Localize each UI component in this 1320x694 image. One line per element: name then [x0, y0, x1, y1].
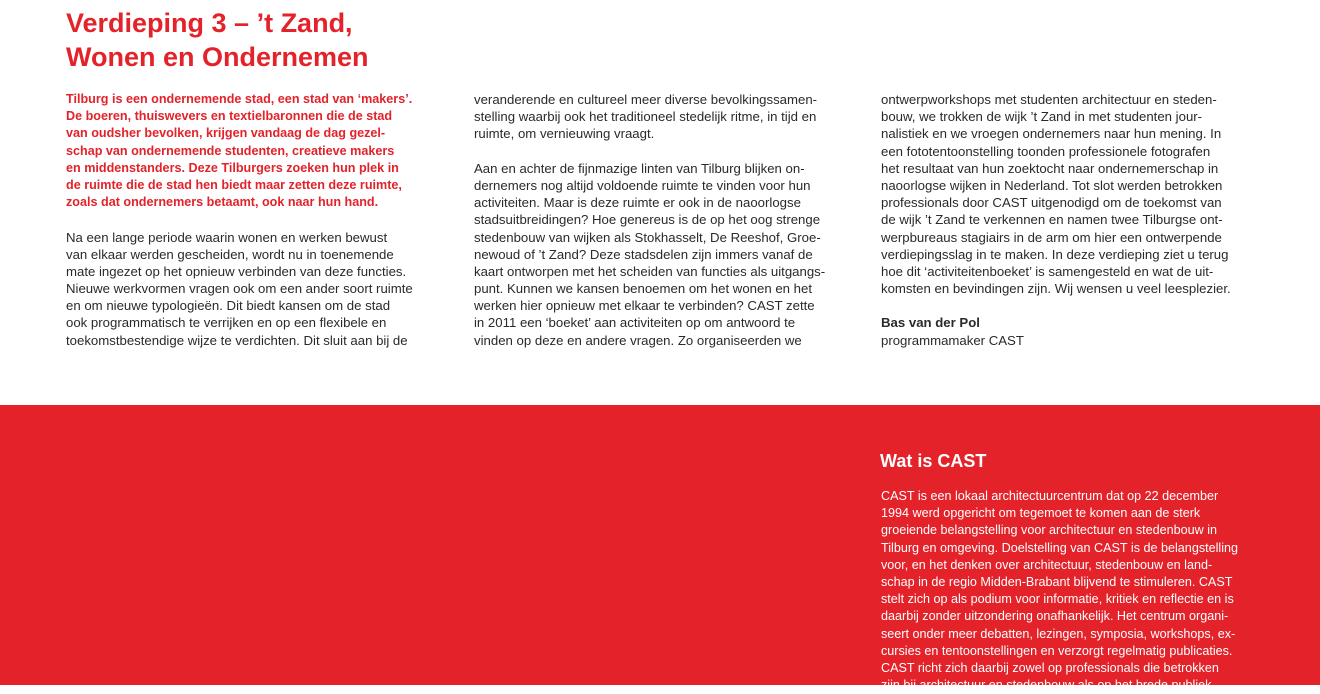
body-line: ruimte, om vernieuwing vraagt.	[474, 126, 655, 142]
text-column-1	[66, 91, 456, 349]
body-line: werpbureaus stagiairs in de arm om hier een ontwerpende	[881, 229, 1222, 245]
signature	[881, 314, 1271, 348]
cast-line: stelt zich op als podium voor informatie, kritiek en reflectie en is	[881, 592, 1234, 607]
body-line: vinden op deze en andere vragen. Zo organiseerden we	[474, 332, 802, 348]
cast-line: voor, en het denken over architectuur, stedenbouw en land-	[881, 557, 1213, 572]
cast-line: schap in de regio Midden-Brabant blijvend te stimuleren. CAST	[881, 574, 1233, 589]
body-line: stedenbouw van wijken als Stokhasselt, De Reeshof, Groe-	[474, 229, 821, 245]
body-line: ook programmatisch te verrijken en op een flexibele en	[66, 315, 387, 331]
body-paragraph	[66, 229, 456, 349]
cast-line: 1994 werd opgericht om tegemoet te komen aan de sterk	[881, 506, 1201, 521]
body-line: activiteiten. Maar is deze ruimte er ook in de naoorlogse	[474, 195, 801, 211]
body-line: bouw, we trokken de wijk ’t Zand in met studenten jour-	[881, 109, 1203, 125]
intro-paragraph	[66, 91, 456, 211]
signature-role: programmamaker CAST	[881, 332, 1024, 348]
body-paragraph	[474, 91, 864, 143]
body-line: in 2011 een ‘boeket’ aan activiteiten op om antwoord te	[474, 315, 796, 331]
body-line: en om nieuwe typologieën. Dit biedt kansen om de stad	[66, 298, 391, 314]
body-line: nalistiek en we vroegen ondernemers naar hun mening. In	[881, 126, 1222, 142]
paragraph-gap	[66, 211, 456, 228]
intro-line: Tilburg is een ondernemende stad, een stad van ‘makers’.	[66, 92, 413, 106]
body-line: het resultaat van hun zoektocht naar ondernemerschap in	[881, 160, 1219, 176]
text-column-2	[474, 91, 864, 349]
cast-info-panel	[0, 405, 1320, 693]
body-line: kaart ontworpen met het scheiden van functies als uitgangs-	[474, 263, 826, 279]
body-line: punt. Kunnen we kansen benoemen om het wonen en het	[474, 281, 812, 297]
intro-line: van oudsher bevolken, krijgen vandaag de dag gezel-	[66, 126, 386, 141]
body-line: hoe dit ‘activiteitenboeket’ is samengesteld en wat de uit-	[881, 263, 1214, 279]
cast-line: CAST is een lokaal architectuurcentrum dat op 22 december	[881, 489, 1219, 503]
body-paragraph	[474, 160, 864, 349]
body-line: de wijk ’t Zand te verkennen en namen twee Tilburgse ont-	[881, 212, 1223, 228]
cast-line: daarbij zonder uitzondering onafhankelijk. Het centrum organi-	[881, 609, 1229, 624]
intro-line: zoals dat ondernemers betaamt, ook naar hun hand.	[66, 195, 379, 210]
cast-line: groeiende belangstelling voor architectuur en stedenbouw in	[881, 523, 1218, 538]
page-title	[66, 6, 486, 74]
cast-line: Tilburg en omgeving. Doelstelling van CAST is de belangstelling	[881, 540, 1239, 555]
body-line: Aan en achter de fijnmazige linten van Tilburg blijken on-	[474, 160, 805, 176]
body-paragraph	[881, 91, 1271, 297]
body-line: verdiepingsslag in te maken. In deze verdieping ziet u terug	[881, 246, 1229, 262]
title-line-2: Wonen en Ondernemen	[66, 42, 369, 72]
body-line: dernemers nog altijd voldoende ruimte te vinden voor hun	[474, 177, 811, 193]
body-line: stadsuitbreidingen? Hoe genereus is de op het oog strenge	[474, 212, 821, 228]
text-column-3	[881, 91, 1271, 349]
cast-line: zijn bij architectuur en stedenbouw als op het brede publiek.	[881, 678, 1215, 693]
cast-line: cursies en tentoonstellingen en verzorgt regelmatig publicaties.	[881, 643, 1233, 658]
title-line-1: Verdieping 3 – ’t Zand,	[66, 8, 353, 38]
body-line: mate ingezet op het opnieuw verbinden van deze functies.	[66, 263, 407, 279]
body-line: van elkaar werden gescheiden, wordt nu in toenemende	[66, 246, 394, 262]
body-line: newoud of ’t Zand? Deze stadsdelen zijn immers vanaf de	[474, 246, 813, 262]
cast-line: CAST richt zich daarbij zowel op professionals die betrokken	[881, 660, 1219, 675]
cast-line: seert onder meer debatten, lezingen, symposia, workshops, ex-	[881, 626, 1236, 641]
body-line: Nieuwe werkvormen vragen ook om een ander soort ruimte	[66, 281, 413, 297]
body-line: stelling waarbij ook het traditioneel stedelijk ritme, in tijd en	[474, 109, 817, 125]
paragraph-gap	[474, 143, 864, 160]
body-line: veranderende en cultureel meer diverse bevolkingssamen-	[474, 92, 818, 107]
body-line: Na een lange periode waarin wonen en werken bewust	[66, 229, 388, 245]
intro-line: en middenstanders. Deze Tilburgers zoeken hun plek in	[66, 160, 399, 175]
body-line: naoorlogse wijken in Nederland. Tot slot werden betrokken	[881, 177, 1223, 193]
body-line: professionals door CAST uitgenodigd om de toekomst van	[881, 195, 1222, 211]
intro-line: de ruimte die de stad hen biedt maar zetten deze ruimte,	[66, 177, 402, 192]
body-line: komsten en bevindingen zijn. Wij wensen u veel leesplezier.	[881, 281, 1231, 297]
cast-heading: Wat is CAST	[880, 451, 987, 471]
body-line: toekomstbestendige wijze te verdichten. Dit sluit aan bij de	[66, 332, 408, 348]
cast-description	[881, 488, 1281, 694]
body-line: werken hier opnieuw met elkaar te verbinden? CAST zette	[474, 298, 815, 314]
paragraph-gap	[881, 297, 1271, 314]
intro-line: De boeren, thuiswevers en textielbaronnen die de stad	[66, 109, 393, 124]
intro-line: schap van ondernemende studenten, creatieve makers	[66, 143, 395, 158]
body-line: ontwerpworkshops met studenten architectuur en steden-	[881, 92, 1217, 107]
body-line: een fototentoonstelling toonden professionele fotografen	[881, 143, 1211, 159]
signature-name: Bas van der Pol	[881, 315, 980, 331]
